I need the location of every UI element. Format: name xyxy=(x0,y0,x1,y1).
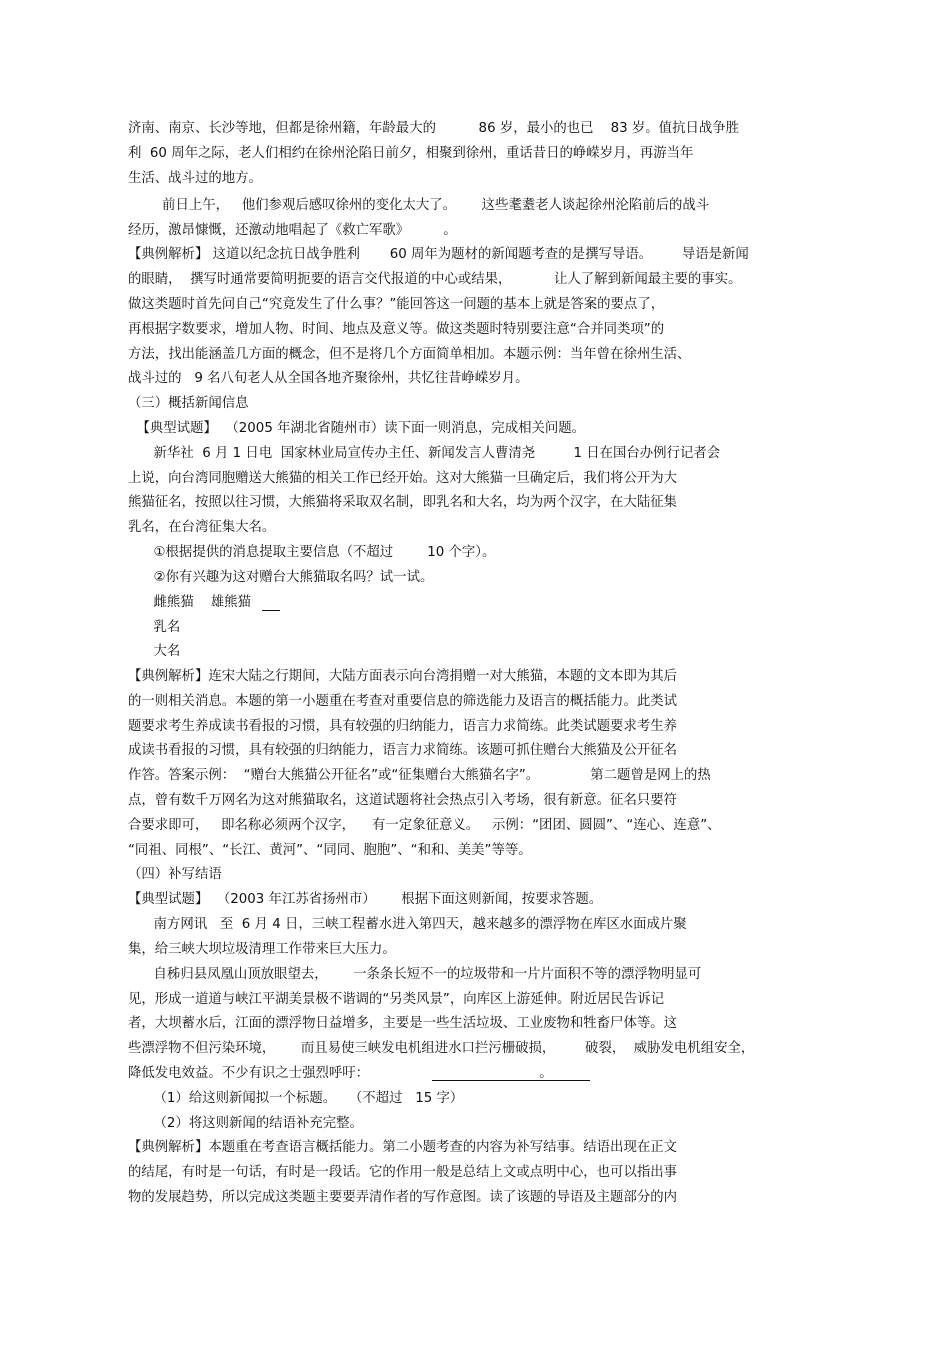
text-line: 集，给三峡大坝垃圾清理工作带来巨大压力。 xyxy=(128,942,396,957)
text-line: 的眼睛， 撰写时通常要简明扼要的语言交代报道的中心或结果， 让人了解到新闻最主要的事实。 xyxy=(128,272,742,287)
text-line: 前日上午， 他们参观后感叹徐州的变化太大了。 这些耄耋老人谈起徐州沦陷前后的战斗 xyxy=(128,198,710,213)
text-line: 【典例解析】本题重在考查语言概括能力。第二小题考查的内容为补写结事。结语出现在正文 xyxy=(128,1140,678,1155)
text-line: （2）将这则新闻的结语补充完整。 xyxy=(128,1116,363,1131)
text-line: 生活、战斗过的地方。 xyxy=(128,171,262,186)
section-heading: （四）补写结语 xyxy=(128,867,222,882)
text-line: 点，曾有数千万网名为这对熊猫取名，这道试题将社会热点引入考场，很有新意。征名只要符 xyxy=(128,793,678,808)
text-line: 熊猫征名，按照以往习惯，大熊猫将采取双名制，即乳名和大名，均为两个汉字，在大陆征集 xyxy=(128,495,678,510)
text-line: 【典型试题】 （2003 年江苏省扬州市） 根据下面这则新闻，按要求答题。 xyxy=(128,892,603,907)
text-line: 乳名，在台湾征集大名。 xyxy=(128,520,276,535)
text-line: 雌熊猫 雄熊猫 xyxy=(128,595,251,610)
text-line: 【典型试题】 （2005 年湖北省随州市）读下面一则消息，完成相关问题。 xyxy=(128,421,586,436)
text-line: 乳名 xyxy=(128,620,181,635)
text-line: ②你有兴趣为这对赠台大熊猫取名吗？试一试。 xyxy=(128,570,434,585)
section-heading: （三）概括新闻信息 xyxy=(128,396,249,411)
text-line: 战斗过的 9 名八旬老人从全国各地齐聚徐州，共忆往昔峥嵘岁月。 xyxy=(128,371,529,386)
text-line: 再根据字数要求，增加人物、时间、地点及意义等。做这类题时特别要注意“合并同类项”的 xyxy=(128,322,665,337)
text-line: 新华社 6 月 1 日电 国家林业局宣传办主任、新闻发言人曹清尧 1 日在国台办例行记者会 xyxy=(128,446,721,461)
text-line: 题要求考生养成读书看报的习惯，具有较强的归纳能力，语言力求简练。此类试题要求考生养 xyxy=(128,719,678,734)
text-line: 上说，向台湾同胞赠送大熊猫的相关工作已经开始。这对大熊猫一旦确定后，我们将公开为大 xyxy=(128,471,678,486)
text-line: 作答。答案示例： “赠台大熊猫公开征名”或“征集赠台大熊猫名字”。 第二题曾是网上的热 xyxy=(128,768,711,783)
text-line: 物的发展趋势，所以完成这类题主要要弄清作者的写作意图。读了该题的导语及主题部分的内 xyxy=(128,1190,678,1205)
text-line: （1）给这则新闻拟一个标题。 （不超过 15 字） xyxy=(128,1091,464,1106)
text-line: 的结尾，有时是一句话，有时是一段话。它的作用一般是总结上文或点明中心，也可以指出事 xyxy=(128,1165,678,1180)
text-line: 降低发电效益。不少有识之士强烈呼吁： 。 xyxy=(128,1066,553,1081)
text-line: 自秭归县凤凰山顶放眼望去， 一条条长短不一的垃圾带和一片片面积不等的漂浮物明显可 xyxy=(128,967,702,982)
text-line: 利 60 周年之际，老人们相约在徐州沦陷日前夕，相聚到徐州，重话昔日的峥嵘岁月，再游当年 xyxy=(128,146,694,161)
text-line: 方法，找出能涵盖几方面的概念，但不是将几个方面简单相加。本题示例：当年曾在徐州生活、 xyxy=(128,347,691,362)
text-line: 些漂浮物不但污染环境， 而且易使三峡发电机组进水口拦污栅破损， 破裂， 威胁发电机组安全， xyxy=(128,1041,755,1056)
text-line: 【典例解析】 这道以纪念抗日战争胜利 60 周年为题材的新闻题考查的是撰写导语。 导语是新闻 xyxy=(128,247,749,262)
text-line: 做这类题时首先问自己“究竟发生了什么事？”能回答这一问题的基本上就是答案的要点了， xyxy=(128,297,665,312)
text-line: 大名 xyxy=(128,644,181,659)
text-line: 见，形成一道道与峡江平湖美景极不谐调的“另类风景”，向库区上游延伸。附近居民告诉记 xyxy=(128,992,665,1007)
answer-blank-underline xyxy=(432,1080,590,1081)
text-line: 者，大坝蓄水后，江面的漂浮物日益增多，主要是一些生活垃圾、工业废物和牲畜尸体等。这 xyxy=(128,1016,678,1031)
text-line: 的一则相关消息。本题的第一小题重在考查对重要信息的筛选能力及语言的概括能力。此类试 xyxy=(128,694,678,709)
text-line: ①根据提供的消息提取主要信息（不超过 10 个字）。 xyxy=(128,545,496,560)
text-line: 成读书看报的习惯，具有较强的归纳能力，语言力求简练。该题可抓住赠台大熊猫及公开征名 xyxy=(128,743,678,758)
text-line: 合要求即可， 即名称必须两个汉字， 有一定象征意义。 示例：“团团、圆圆”、“连心、连意”、 xyxy=(128,818,721,833)
text-line: “同祖、同根”、“长江、黄河”、“同同、胞胞”、“和和、美美”等等。 xyxy=(128,843,532,858)
text-line: 济南、南京、长沙等地，但都是徐州籍，年龄最大的 86 岁，最小的也已 83 岁。值抗日战争胜 xyxy=(128,121,740,136)
text-line: 经历，激昂慷慨，还激动地唱起了《救亡军歌》 。 xyxy=(128,223,457,238)
name-blank-underline xyxy=(262,610,280,611)
text-line: 【典例解析】连宋大陆之行期间，大陆方面表示向台湾捐赠一对大熊猫，本题的文本即为其后 xyxy=(128,669,678,684)
text-line: 南方网讯 至 6 月 4 日，三峡工程蓄水进入第四天，越来越多的漂浮物在库区水面成片聚 xyxy=(128,917,687,932)
